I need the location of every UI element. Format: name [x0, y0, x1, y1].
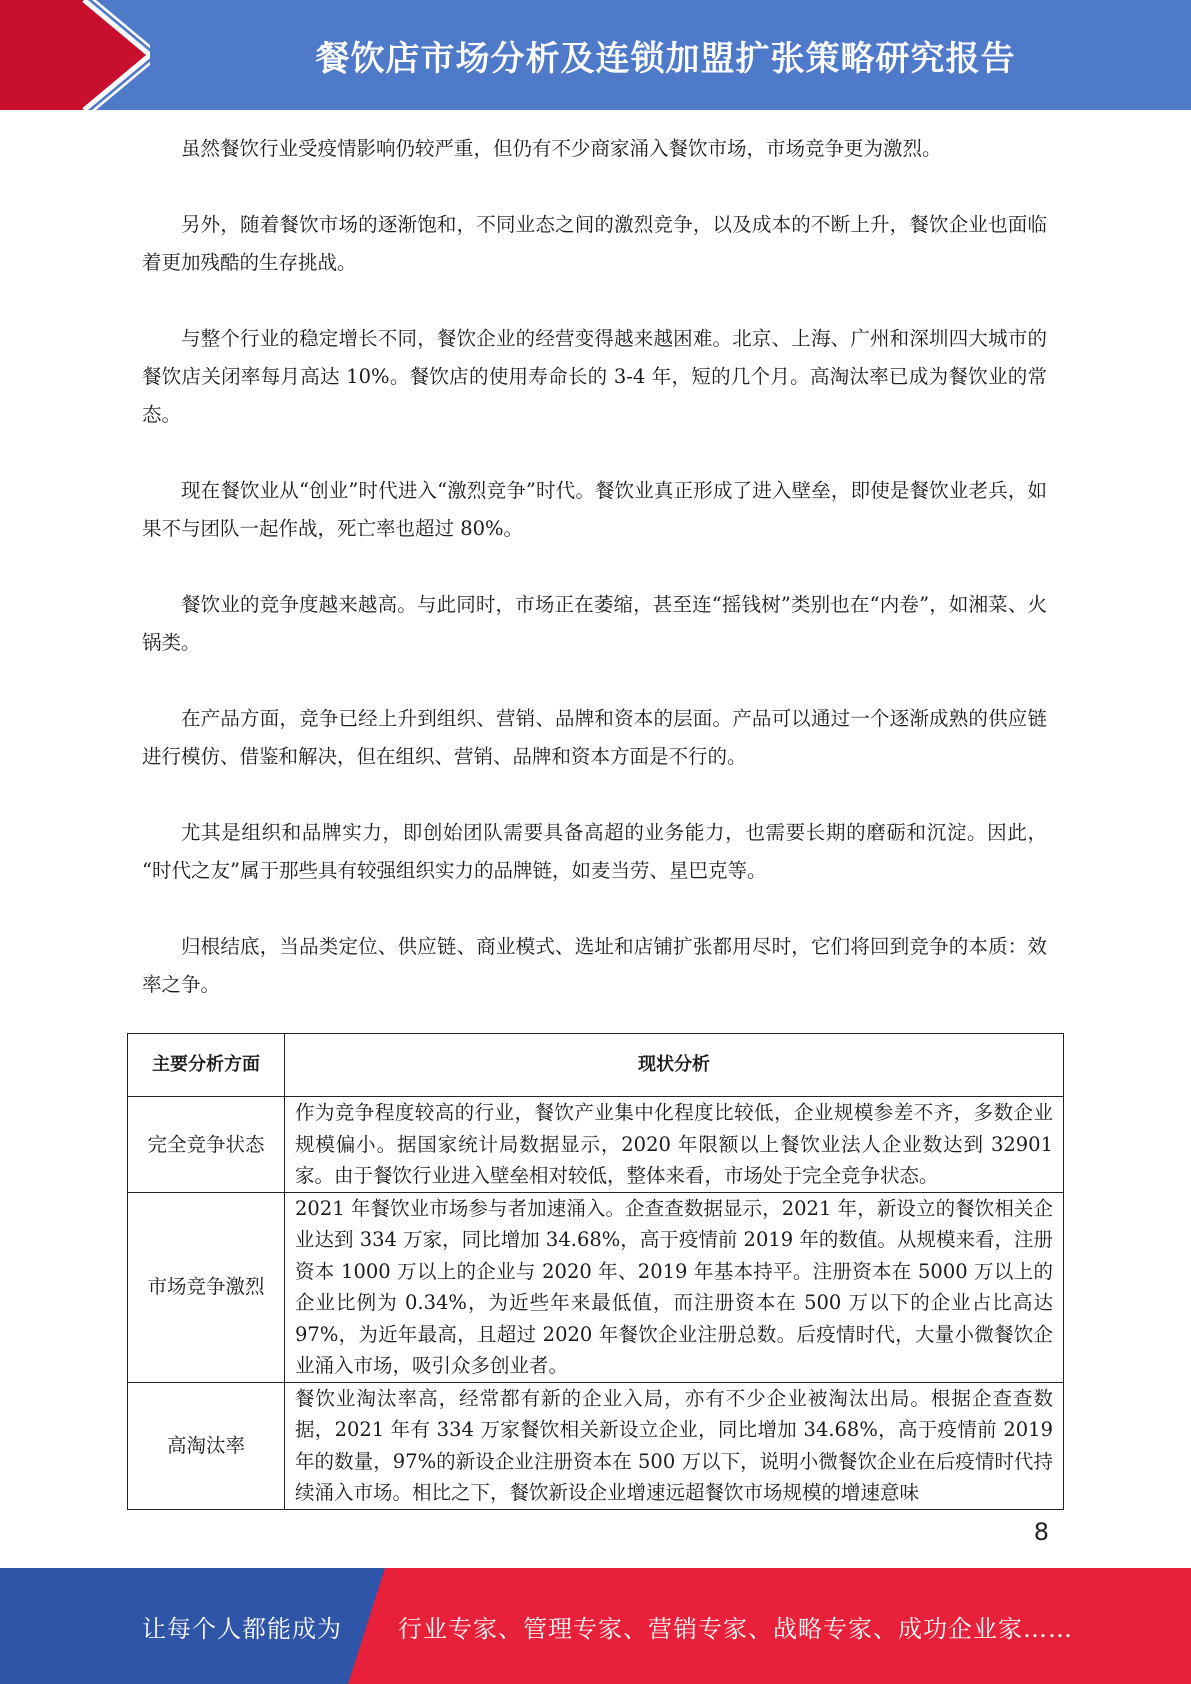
paragraph: 在产品方面，竞争已经上升到组织、营销、品牌和资本的层面。产品可以通过一个逐渐成熟的供应链进行模仿、借鉴和解决，但在组织、营销、品牌和资本方面是不行的。	[142, 707, 1047, 768]
body-text	[142, 130, 1047, 1042]
table-row	[128, 1382, 1064, 1509]
analysis-table	[127, 1033, 1064, 1510]
footer-slogan-right: 行业专家、管理专家、营销专家、战略专家、成功企业家……	[398, 1614, 1073, 1643]
footer-slogan-left: 让每个人都能成为	[142, 1614, 342, 1643]
paragraph: 归根结底，当品类定位、供应链、商业模式、选址和店铺扩张都用尽时，它们将回到竞争的本质：效率之争。	[142, 935, 1047, 996]
table-cell-aspect: 高淘汰率	[128, 1382, 285, 1509]
paragraph: 现在餐饮业从“创业”时代进入“激烈竞争”时代。餐饮业真正形成了进入壁垒，即使是餐饮业老兵，如果不与团队一起作战，死亡率也超过 80%。	[142, 479, 1047, 540]
table-row	[128, 1192, 1064, 1382]
page-number: 8	[1033, 1518, 1049, 1546]
report-title: 餐饮店市场分析及连锁加盟扩张策略研究报告	[315, 38, 1016, 79]
table-cell-aspect: 完全竞争状态	[128, 1097, 285, 1193]
table-cell-analysis-text: 餐饮业淘汰率高，经常都有新的企业入局，亦有不少企业被淘汰出局。根据企查查数据，2021 年有 334 万家餐饮相关新设立企业，同比增加 34.68%，高于疫情前 2019 年的数量，97%的新设企业注册资本在 500 万以下，说明小微餐饮企业在后疫情时代持续涌入市场。相比之下，餐饮新设企业增速远超餐饮市场规模的增速意味	[295, 1386, 1053, 1504]
paragraph: 另外，随着餐饮市场的逐渐饱和，不同业态之间的激烈竞争，以及成本的不断上升，餐饮企业也面临着更加残酷的生存挑战。	[142, 213, 1047, 274]
page-footer	[0, 1568, 1191, 1684]
paragraph: 虽然餐饮行业受疫情影响仍较严重，但仍有不少商家涌入餐饮市场，市场竞争更为激烈。	[181, 137, 942, 160]
table-header-row	[128, 1034, 1064, 1097]
table-cell-analysis	[285, 1382, 1064, 1509]
table-row	[128, 1097, 1064, 1193]
paragraph: 餐饮业的竞争度越来越高。与此同时，市场正在萎缩，甚至连“摇钱树”类别也在“内卷”，如湘菜、火锅类。	[142, 593, 1047, 654]
page-header	[0, 0, 1191, 110]
header-chevron-decoration	[0, 0, 150, 110]
paragraph: 尤其是组织和品牌实力，即创始团队需要具备高超的业务能力，也需要长期的磨砺和沉淀。因此， “时代之友”属于那些具有较强组织实力的品牌链，如麦当劳、星巴克等。	[142, 821, 1047, 882]
table-cell-analysis: 作为竞争程度较高的行业，餐饮产业集中化程度比较低，企业规模参差不齐，多数企业规模偏小。据国家统计局数据显示，2020 年限额以上餐饮业法人企业数达到 32901 家。由于餐饮行业进入壁垒相对较低，整体来看，市场处于完全竞争状态。	[285, 1097, 1064, 1193]
paragraph: 与整个行业的稳定增长不同，餐饮企业的经营变得越来越困难。北京、上海、广州和深圳四大城市的餐饮店关闭率每月高达 10%。餐饮店的使用寿命长的 3-4 年，短的几个月。高淘汰率已成为餐饮业的常态。	[142, 327, 1047, 426]
column-header-analysis: 现状分析	[285, 1034, 1064, 1097]
column-header-aspect: 主要分析方面	[128, 1034, 285, 1097]
table-cell-analysis: 2021 年餐饮业市场参与者加速涌入。企查查数据显示，2021 年，新设立的餐饮相关企业达到 334 万家，同比增加 34.68%，高于疫情前 2019 年的数值。从规模来看，注册资本 1000 万以上的企业与 2020 年、2019 年基本持平。注册资本在 5000 万以上的企业比例为 0.34%，为近些年来最低值，而注册资本在 500 万以下的企业占比高达 97%，为近年最高，且超过 2020 年餐饮企业注册总数。后疫情时代，大量小微餐饮企业涌入市场，吸引众多创业者。	[285, 1192, 1064, 1382]
table-cell-aspect: 市场竞争激烈	[128, 1192, 285, 1382]
